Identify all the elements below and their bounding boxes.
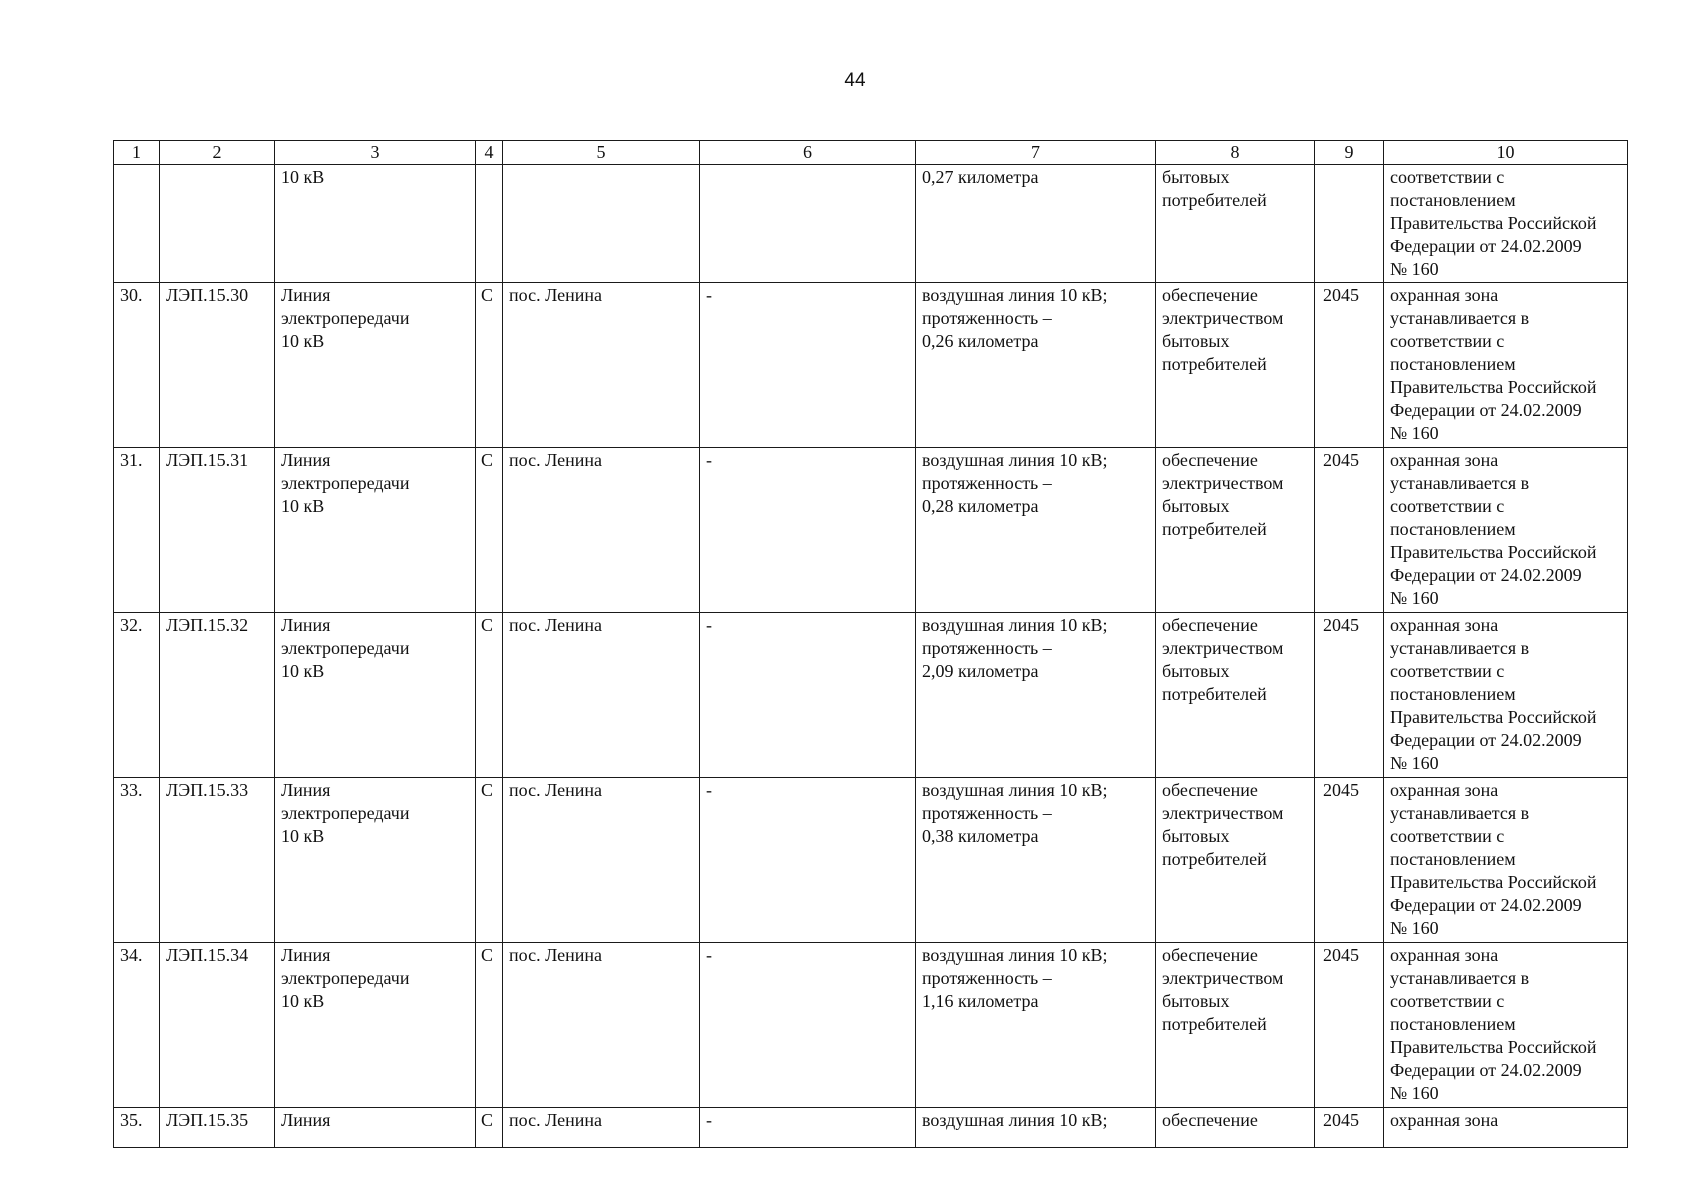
cell-year xyxy=(1315,165,1384,283)
cell-year: 2045 xyxy=(1315,613,1384,778)
column-header: 4 xyxy=(476,141,503,165)
cell-number xyxy=(114,165,160,283)
cell-number: 31. xyxy=(114,448,160,613)
cell-status: С xyxy=(476,778,503,943)
cell-purpose: обеспечение электричеством бытовых потребителей xyxy=(1156,943,1315,1108)
cell-location: пос. Ленина xyxy=(503,283,700,448)
cell-characteristics: воздушная линия 10 кВ; протяженность – 0,26 километра xyxy=(916,283,1156,448)
cell-zone: охранная зона устанавливается в соответствии с постановлением Правительства Российской Федерации от 24.02.2009 № 160 xyxy=(1384,283,1628,448)
column-header: 8 xyxy=(1156,141,1315,165)
cell-characteristics: воздушная линия 10 кВ; протяженность – 2,09 километра xyxy=(916,613,1156,778)
cell-status: С xyxy=(476,1108,503,1148)
cell-object-name: Линия электропередачи 10 кВ xyxy=(275,613,476,778)
column-header: 9 xyxy=(1315,141,1384,165)
cell-object-name: Линия электропередачи 10 кВ xyxy=(275,943,476,1108)
cell-characteristics: воздушная линия 10 кВ; протяженность – 1,16 километра xyxy=(916,943,1156,1108)
cell-year: 2045 xyxy=(1315,283,1384,448)
column-header: 3 xyxy=(275,141,476,165)
register-table xyxy=(113,140,1628,1148)
cell-purpose: обеспечение электричеством бытовых потребителей xyxy=(1156,448,1315,613)
cell-location: пос. Ленина xyxy=(503,613,700,778)
column-header: 6 xyxy=(700,141,916,165)
column-header: 10 xyxy=(1384,141,1628,165)
cell-number: 30. xyxy=(114,283,160,448)
table-row xyxy=(114,778,1628,943)
cell-code: ЛЭП.15.33 xyxy=(160,778,275,943)
cell-zone: охранная зона устанавливается в соответствии с постановлением Правительства Российской Федерации от 24.02.2009 № 160 xyxy=(1384,943,1628,1108)
cell-code: ЛЭП.15.34 xyxy=(160,943,275,1108)
cell-status: С xyxy=(476,283,503,448)
table-row xyxy=(114,1108,1628,1148)
cell-purpose: обеспечение электричеством бытовых потребителей xyxy=(1156,613,1315,778)
cell-number: 32. xyxy=(114,613,160,778)
table-row xyxy=(114,448,1628,613)
cell-code xyxy=(160,165,275,283)
table-row xyxy=(114,613,1628,778)
cell-zone: охранная зона xyxy=(1384,1108,1628,1148)
page-number: 44 xyxy=(844,70,866,91)
column-header: 5 xyxy=(503,141,700,165)
cell-location: пос. Ленина xyxy=(503,943,700,1108)
cell-zone: соответствии с постановлением Правительства Российской Федерации от 24.02.2009 № 160 xyxy=(1384,165,1628,283)
cell-zone: охранная зона устанавливается в соответствии с постановлением Правительства Российской Федерации от 24.02.2009 № 160 xyxy=(1384,778,1628,943)
cell-purpose: бытовых потребителей xyxy=(1156,165,1315,283)
cell-code: ЛЭП.15.30 xyxy=(160,283,275,448)
table-row xyxy=(114,283,1628,448)
cell-col6: - xyxy=(700,613,916,778)
cell-status: С xyxy=(476,943,503,1108)
cell-characteristics: воздушная линия 10 кВ; xyxy=(916,1108,1156,1148)
cell-year: 2045 xyxy=(1315,1108,1384,1148)
cell-characteristics: воздушная линия 10 кВ; протяженность – 0,38 километра xyxy=(916,778,1156,943)
cell-object-name: Линия электропередачи 10 кВ xyxy=(275,778,476,943)
cell-zone: охранная зона устанавливается в соответствии с постановлением Правительства Российской Федерации от 24.02.2009 № 160 xyxy=(1384,448,1628,613)
cell-status: С xyxy=(476,613,503,778)
cell-col6: - xyxy=(700,1108,916,1148)
cell-col6 xyxy=(700,165,916,283)
cell-code: ЛЭП.15.31 xyxy=(160,448,275,613)
column-header: 7 xyxy=(916,141,1156,165)
cell-object-name: Линия электропередачи 10 кВ xyxy=(275,448,476,613)
cell-col6: - xyxy=(700,448,916,613)
cell-location: пос. Ленина xyxy=(503,448,700,613)
cell-location: пос. Ленина xyxy=(503,1108,700,1148)
cell-year: 2045 xyxy=(1315,943,1384,1108)
cell-purpose: обеспечение электричеством бытовых потребителей xyxy=(1156,283,1315,448)
column-number-row xyxy=(114,141,1628,165)
cell-object-name: 10 кВ xyxy=(275,165,476,283)
cell-purpose: обеспечение электричеством бытовых потребителей xyxy=(1156,778,1315,943)
table-row xyxy=(114,943,1628,1108)
cell-zone: охранная зона устанавливается в соответствии с постановлением Правительства Российской Федерации от 24.02.2009 № 160 xyxy=(1384,613,1628,778)
cell-characteristics: воздушная линия 10 кВ; протяженность – 0,28 километра xyxy=(916,448,1156,613)
cell-code: ЛЭП.15.35 xyxy=(160,1108,275,1148)
cell-location xyxy=(503,165,700,283)
cell-status: С xyxy=(476,448,503,613)
cell-code: ЛЭП.15.32 xyxy=(160,613,275,778)
table-row xyxy=(114,165,1628,283)
column-header: 2 xyxy=(160,141,275,165)
cell-characteristics: 0,27 километра xyxy=(916,165,1156,283)
cell-col6: - xyxy=(700,283,916,448)
cell-year: 2045 xyxy=(1315,778,1384,943)
cell-object-name: Линия xyxy=(275,1108,476,1148)
cell-purpose: обеспечение xyxy=(1156,1108,1315,1148)
cell-number: 33. xyxy=(114,778,160,943)
cell-object-name: Линия электропередачи 10 кВ xyxy=(275,283,476,448)
cell-year: 2045 xyxy=(1315,448,1384,613)
cell-number: 34. xyxy=(114,943,160,1108)
cell-col6: - xyxy=(700,943,916,1108)
cell-number: 35. xyxy=(114,1108,160,1148)
cell-col6: - xyxy=(700,778,916,943)
cell-location: пос. Ленина xyxy=(503,778,700,943)
cell-status xyxy=(476,165,503,283)
column-header: 1 xyxy=(114,141,160,165)
